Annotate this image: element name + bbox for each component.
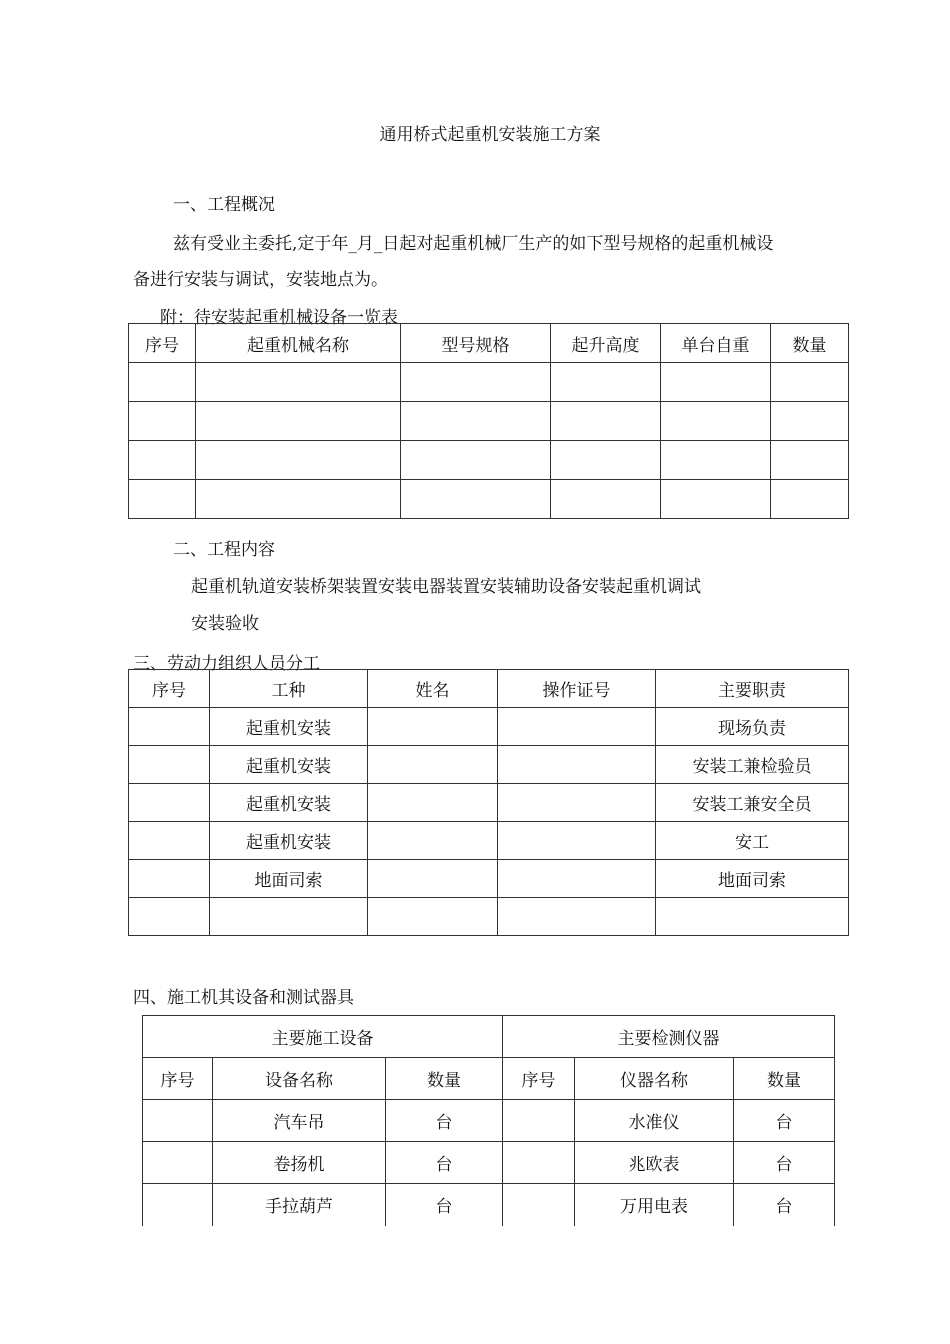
- table-cell: [401, 441, 551, 480]
- table-header-row: [129, 324, 849, 363]
- table-cell: [143, 1100, 213, 1142]
- table-cell: [771, 402, 849, 441]
- table-cell: [368, 822, 498, 860]
- table-row: [143, 1184, 835, 1226]
- table-cell: [661, 480, 771, 519]
- table-cell: [129, 898, 210, 936]
- table-cell: 台: [386, 1184, 503, 1226]
- table-row: [129, 822, 849, 860]
- table-cell: [498, 860, 656, 898]
- table-cell: [368, 860, 498, 898]
- header-cell: 序号: [129, 324, 196, 363]
- table-cell: 卷扬机: [213, 1142, 386, 1184]
- header-cell: 仪器名称: [575, 1058, 734, 1100]
- table-cell: 现场负责: [656, 708, 849, 746]
- table-cell: [498, 898, 656, 936]
- table-cell: [368, 898, 498, 936]
- table-cell: 安装工兼检验员: [656, 746, 849, 784]
- table-cell: [210, 898, 368, 936]
- table-cell: 起重机安装: [210, 822, 368, 860]
- table-cell: [401, 480, 551, 519]
- table-cell: 台: [734, 1142, 835, 1184]
- table-cell: [771, 480, 849, 519]
- table-cell: [129, 402, 196, 441]
- table-cell: 地面司索: [210, 860, 368, 898]
- header-cell: 单台自重: [661, 324, 771, 363]
- table-cell: [661, 363, 771, 402]
- table-row: [143, 1142, 835, 1184]
- header-cell: 起升高度: [551, 324, 661, 363]
- table-cell: [368, 746, 498, 784]
- table-header-row: [143, 1058, 835, 1100]
- table-cell: [129, 822, 210, 860]
- equipment-list-table: [128, 323, 849, 519]
- table-row: [129, 860, 849, 898]
- table-cell: [771, 441, 849, 480]
- section1-para-line1: 兹有受业主委托,定于年_月_日起对起重机械厂生产的如下型号规格的起重机械设: [173, 234, 774, 254]
- header-cell: 序号: [143, 1058, 213, 1100]
- section1-para-line2: 备进行安装与调试，安装地点为。: [133, 270, 388, 290]
- table-cell: [551, 363, 661, 402]
- labor-division-table: [128, 669, 849, 936]
- table-cell: 起重机安装: [210, 746, 368, 784]
- header-cell: 起重机械名称: [196, 324, 401, 363]
- header-cell: 设备名称: [213, 1058, 386, 1100]
- header-cell: 工种: [210, 670, 368, 708]
- table-cell: [196, 363, 401, 402]
- table-cell: [196, 441, 401, 480]
- table-cell: [498, 784, 656, 822]
- table-cell: [129, 708, 210, 746]
- table-row: [129, 441, 849, 480]
- table-row: [129, 363, 849, 402]
- table-cell: [656, 898, 849, 936]
- table-cell: [498, 746, 656, 784]
- table-row: [129, 746, 849, 784]
- table-cell: [368, 708, 498, 746]
- table-row: [143, 1100, 835, 1142]
- table-cell: [129, 480, 196, 519]
- table-cell: 万用电表: [575, 1184, 734, 1226]
- table-cell: [143, 1142, 213, 1184]
- table-cell: [551, 480, 661, 519]
- header-cell: 主要职责: [656, 670, 849, 708]
- table-cell: [143, 1184, 213, 1226]
- table-cell: [129, 363, 196, 402]
- table-cell: 兆欧表: [575, 1142, 734, 1184]
- table-cell: 台: [386, 1142, 503, 1184]
- table-cell: [551, 402, 661, 441]
- table-cell: [503, 1142, 575, 1184]
- table-cell: [401, 402, 551, 441]
- equipment-instruments-table: [142, 1015, 835, 1226]
- table-cell: [129, 441, 196, 480]
- table-cell: [196, 480, 401, 519]
- table-cell: 水准仪: [575, 1100, 734, 1142]
- section2-line2: 安装验收: [191, 614, 259, 634]
- section2-heading: 二、工程内容: [173, 540, 275, 560]
- table-cell: [368, 784, 498, 822]
- group-header-construction-equipment: 主要施工设备: [143, 1016, 503, 1058]
- table-cell: [401, 363, 551, 402]
- header-cell: 操作证号: [498, 670, 656, 708]
- table-row: [129, 402, 849, 441]
- header-cell: 数量: [734, 1058, 835, 1100]
- header-cell: 姓名: [368, 670, 498, 708]
- table-cell: [129, 746, 210, 784]
- header-cell: 序号: [129, 670, 210, 708]
- table-row: [129, 480, 849, 519]
- table-cell: [503, 1184, 575, 1226]
- table-cell: [498, 822, 656, 860]
- appendix-caption: 附：待安装起重机械设备一览表: [160, 308, 398, 328]
- table-cell: [551, 441, 661, 480]
- section1-heading: 一、工程概况: [173, 195, 275, 215]
- table-cell: [196, 402, 401, 441]
- header-cell: 数量: [386, 1058, 503, 1100]
- section2-line1: 起重机轨道安装桥架装置安装电器装置安装辅助设备安装起重机调试: [191, 577, 701, 597]
- table-cell: [503, 1100, 575, 1142]
- table-cell: 安工: [656, 822, 849, 860]
- section3-heading: 三、劳动力组织人员分工: [133, 654, 320, 674]
- table-row: [129, 784, 849, 822]
- table-group-header-row: [143, 1016, 835, 1058]
- table-cell: [771, 363, 849, 402]
- table-cell: 安装工兼安全员: [656, 784, 849, 822]
- table-cell: [498, 708, 656, 746]
- table-row: [129, 708, 849, 746]
- header-cell: 序号: [503, 1058, 575, 1100]
- table-cell: [661, 441, 771, 480]
- page-title: 通用桥式起重机安装施工方案: [379, 125, 601, 145]
- table-cell: 汽车吊: [213, 1100, 386, 1142]
- header-cell: 数量: [771, 324, 849, 363]
- group-header-testing-instruments: 主要检测仪器: [503, 1016, 835, 1058]
- table-cell: 手拉葫芦: [213, 1184, 386, 1226]
- table-cell: 地面司索: [656, 860, 849, 898]
- table-cell: [661, 402, 771, 441]
- table-cell: 台: [386, 1100, 503, 1142]
- table-cell: [129, 860, 210, 898]
- table-cell: 台: [734, 1184, 835, 1226]
- table-cell: 台: [734, 1100, 835, 1142]
- table-cell: 起重机安装: [210, 784, 368, 822]
- header-cell: 型号规格: [401, 324, 551, 363]
- table-header-row: [129, 670, 849, 708]
- table-row: [129, 898, 849, 936]
- table-cell: [129, 784, 210, 822]
- section4-heading: 四、施工机其设备和测试器具: [133, 988, 354, 1008]
- table-cell: 起重机安装: [210, 708, 368, 746]
